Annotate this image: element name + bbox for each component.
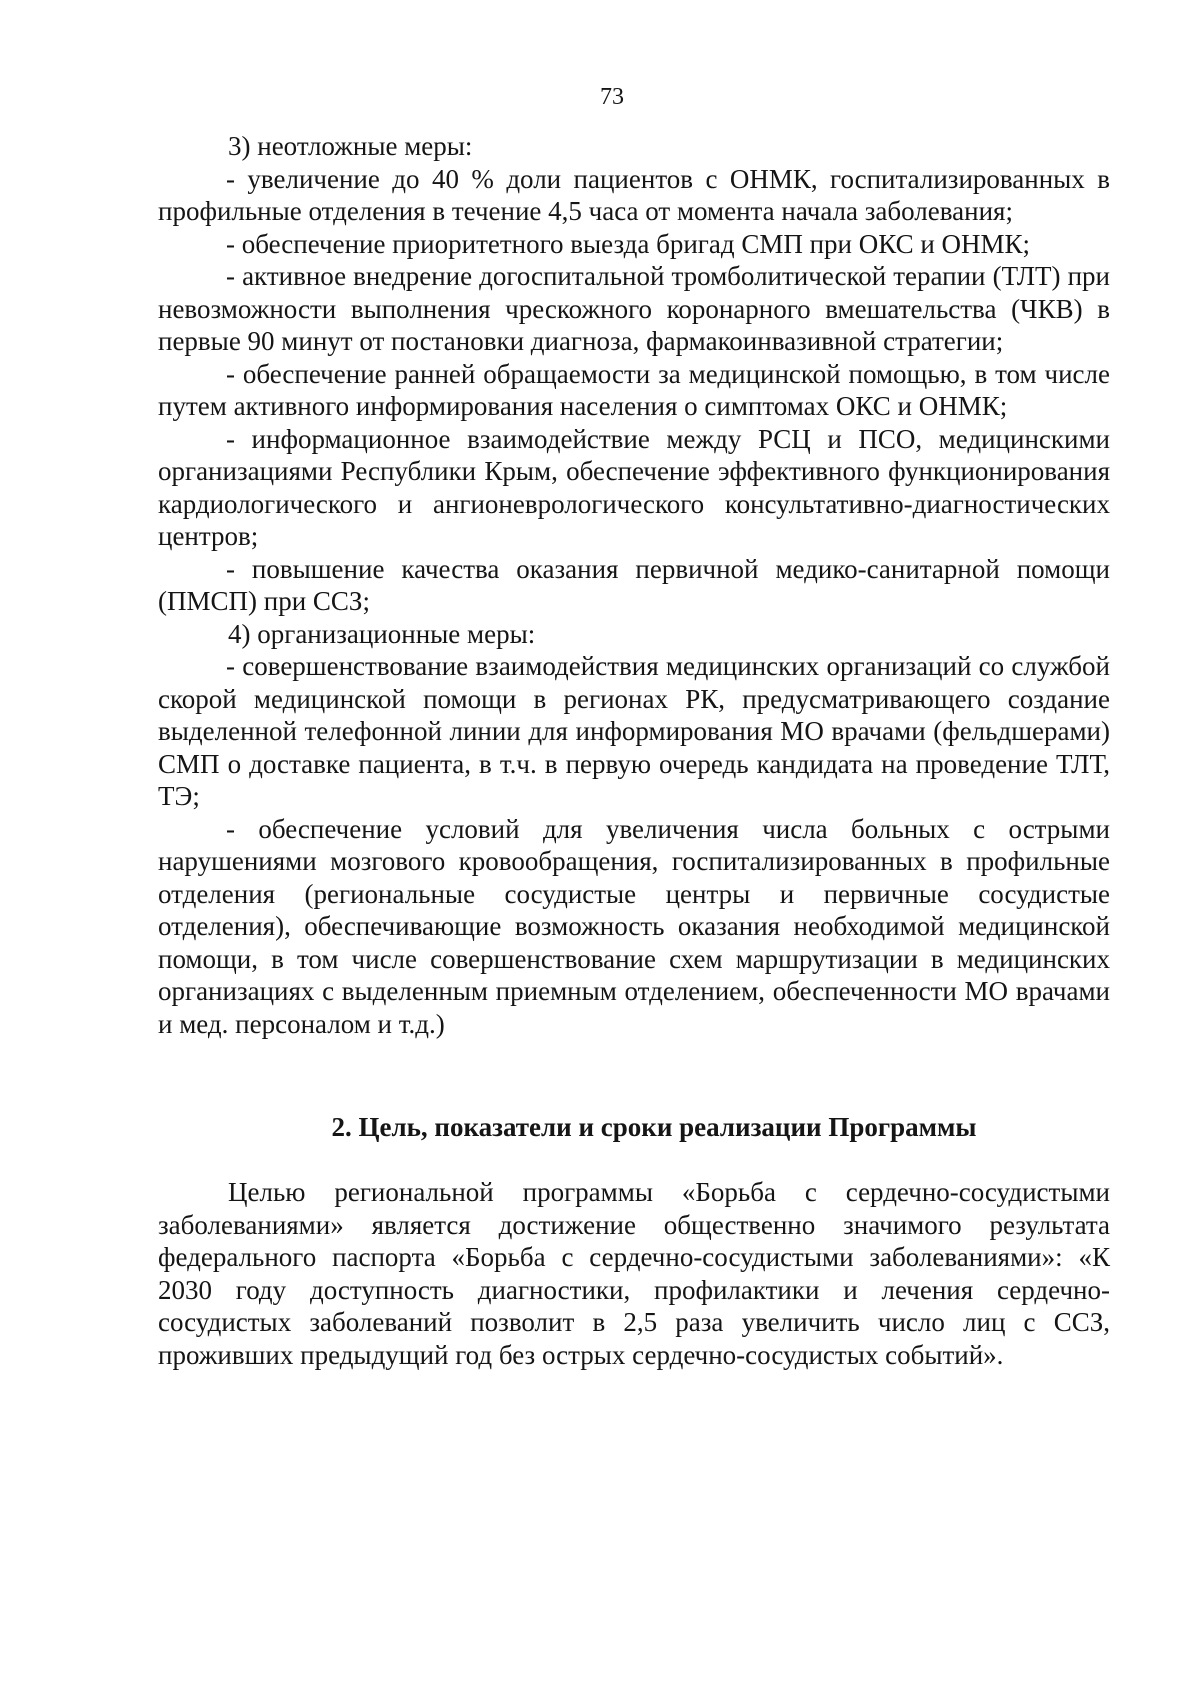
measure-item: - обеспечение приоритетного выезда бригад СМП при ОКС и ОНМК; xyxy=(226,228,1031,259)
goal-paragraph: Целью региональной программы «Борьба с сердечно-сосудистыми заболеваниями» является достижение общественно значимого результата федерального паспорта «Борьба с сердечно-сосудистыми заболеваниями»: «К 2030 году доступность диагностики, профилактики и лечения сердечно-сосудистых заболеваний позволит в 2,5 раза увеличить число лиц с ССЗ, проживших предыдущий год без острых сердечно-сосудистых событий». xyxy=(158,1177,1110,1370)
measure-item: - повышение качества оказания первичной медико-санитарной помощи (ПМСП) при ССЗ; xyxy=(158,553,1110,616)
page-number: 73 xyxy=(600,84,624,110)
measure-item: - активное внедрение догоспитальной тромболитической терапии (ТЛТ) при невозможности выполнения чрескожного коронарного вмешательства (ЧКВ) в первые 90 минут от постановки диагноза, фармакоинвазивной стратегии; xyxy=(158,261,1110,356)
measure-item: - информационное взаимодействие между РСЦ и ПСО, медицинскими организациями Республики Крым, обеспечение эффективного функционирования кардиологического и ангионеврологического консультативно-диагностических центров; xyxy=(158,423,1110,551)
section-heading: 2. Цель, показатели и сроки реализации Программы xyxy=(331,1112,977,1142)
measure-item: - обеспечение условий для увеличения числа больных с острыми нарушениями мозгового кровообращения, госпитализированных в профильные отделения (региональные сосудистые центры и первичные сосудистые отделения), обеспечивающие возможность оказания необходимой медицинской помощи, в том числе совершенствование схем маршрутизации в медицинских организациях с выделенным приемным отделением, обеспеченности МО врачами и мед. персоналом и т.д.) xyxy=(158,813,1110,1039)
measure-item: - увеличение до 40 % доли пациентов с ОНМК, госпитализированных в профильные отделения в течение 4,5 часа от момента начала заболевания; xyxy=(158,163,1110,226)
measures-list xyxy=(158,130,1110,1040)
goal-paragraph-block xyxy=(158,1176,1110,1371)
measure-item: - обеспечение ранней обращаемости за медицинской помощью, в том числе путем активного информирования населения о симптомах ОКС и ОНМК; xyxy=(158,358,1110,421)
urgent-measures-heading: 3) неотложные меры: xyxy=(228,131,473,161)
organizational-measures-heading: 4) организационные меры: xyxy=(228,618,536,649)
measure-item: - совершенствование взаимодействия медицинских организаций со службой скорой медицинской помощи в регионах РК, предусматривающего создание выделенной телефонной линии для информирования МО врачами (фельдшерами) СМП о доставке пациента, в т.ч. в первую очередь кандидата на проведение ТЛТ, ТЭ; xyxy=(158,651,1110,811)
